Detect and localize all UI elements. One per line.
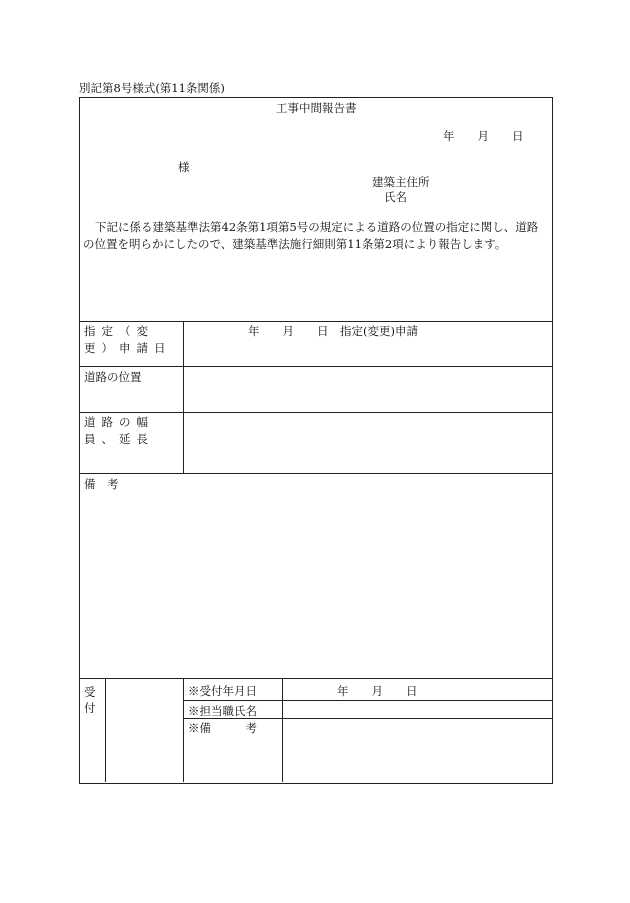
divider-after-remarks <box>79 678 552 679</box>
divider-after-road-position <box>79 412 552 413</box>
received-date-value: 年 月 日 <box>337 684 418 698</box>
reception-label: 受付 <box>84 685 96 715</box>
remarks-label: 備 考 <box>84 477 119 491</box>
divider-reception-row1 <box>183 700 552 701</box>
received-date-label: ※受付年月日 <box>188 684 257 698</box>
reception-value-divider <box>282 678 283 782</box>
label-column-divider <box>183 321 184 473</box>
document-title: 工事中間報告書 <box>276 101 357 115</box>
road-width-label: 道路の幅員、延長 <box>84 415 154 446</box>
reception-label-divider <box>105 678 106 782</box>
application-date-label: 指定（変更）申請日 <box>84 324 172 355</box>
addressee-suffix: 様 <box>178 160 190 174</box>
report-body-text: 下記に係る建築基準法第42条第1項第5号の規定による道路の位置の指定に関し、道路の位置を明らかにしたので、建築基準法施行細則第11条第2項により報告します。 <box>83 220 539 251</box>
divider-top-section <box>79 321 552 322</box>
owner-name-label: 氏名 <box>384 190 407 204</box>
owner-address-label: 建築主住所 <box>372 175 430 189</box>
divider-after-application-date <box>79 366 552 367</box>
divider-after-road-width <box>79 473 552 474</box>
staff-name-label: ※担当職氏名 <box>188 704 257 718</box>
road-position-label: 道路の位置 <box>84 370 142 384</box>
application-date-value: 年 月 日 指定(変更)申請 <box>248 324 418 338</box>
form-number-label: 別記第8号様式(第11条関係) <box>79 81 225 95</box>
reception-remarks-label: ※備 考 <box>188 721 257 735</box>
reception-stamp-divider <box>183 678 184 782</box>
report-date: 年 月 日 <box>443 129 524 143</box>
